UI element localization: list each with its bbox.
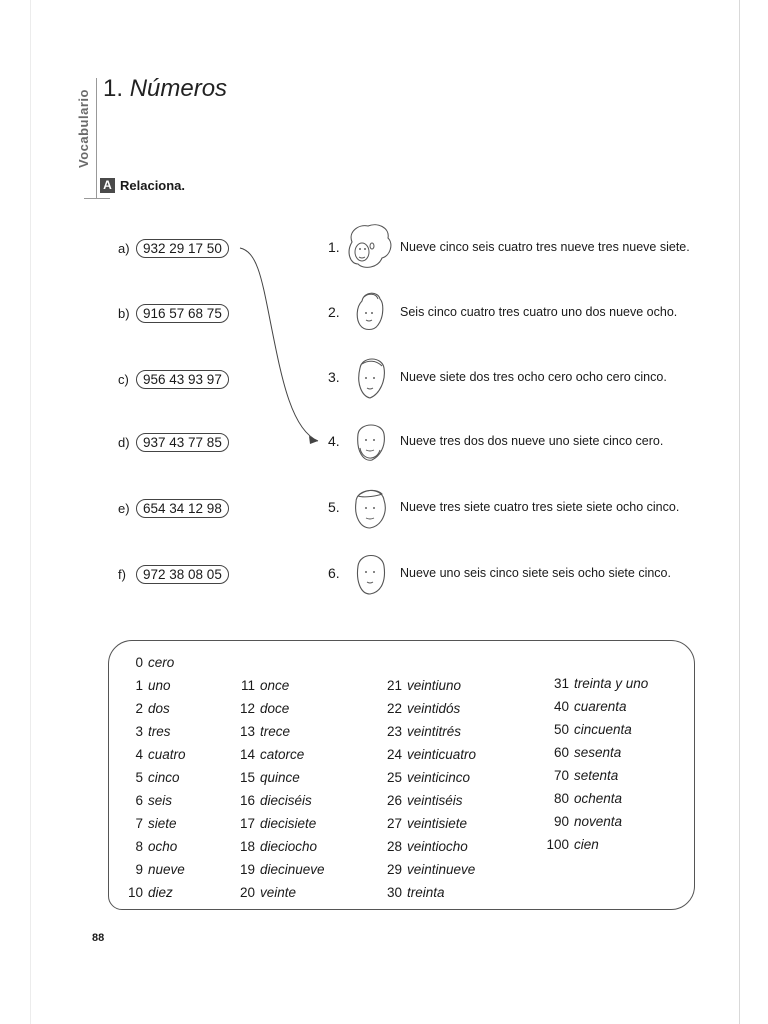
list-item: 50 cincuenta: [553, 722, 632, 737]
phone-item: [118, 369, 229, 389]
spoken-item: [328, 548, 671, 598]
bearded-man-face-icon: [342, 416, 396, 466]
spoken-number: 1.: [328, 239, 340, 255]
list-item: 70 setenta: [553, 768, 619, 783]
list-item: 3 tres: [135, 724, 171, 739]
list-item: 31 treinta y uno: [553, 676, 649, 691]
phone-item: [118, 432, 229, 452]
list-item: 0 cero: [135, 655, 175, 670]
list-item: 5 cinco: [135, 770, 180, 785]
list-item: 17 diecisiete: [239, 816, 317, 831]
list-item: 22 veintidós: [386, 701, 461, 716]
spoken-text: Nueve uno seis cinco siete seis ocho siete cinco.: [400, 566, 671, 580]
phone-item: [118, 564, 229, 584]
list-item: 11 once: [240, 678, 290, 693]
phone-letter: c): [118, 371, 129, 387]
list-item: 16 dieciséis: [239, 793, 312, 808]
phone-item: [118, 303, 229, 323]
list-item: 1 uno: [135, 678, 171, 693]
list-item: 6 seis: [135, 793, 173, 808]
list-item: 19 diecinueve: [239, 862, 325, 877]
woman-face-icon: [342, 482, 396, 532]
curly-hair-face-icon: [342, 222, 396, 272]
phone-number[interactable]: 932 29 17 50: [136, 239, 229, 258]
bald-man-face-icon: [342, 548, 396, 598]
list-item: 10 diez: [127, 885, 173, 900]
section-label: Vocabulario: [76, 89, 91, 168]
phone-item: [118, 498, 229, 518]
list-item: 18 dieciocho: [239, 839, 318, 854]
phone-number[interactable]: 972 38 08 05: [136, 565, 229, 584]
spoken-number: 3.: [328, 369, 340, 385]
spoken-number: 6.: [328, 565, 340, 581]
page-number: 88: [92, 932, 105, 944]
spoken-item: [328, 482, 679, 532]
spoken-text: Nueve tres dos dos nueve uno siete cinco cero.: [400, 434, 664, 448]
phone-letter: e): [118, 500, 130, 516]
list-item: 28 veintiocho: [386, 839, 468, 854]
list-item: 60 sesenta: [553, 745, 622, 760]
list-item: 30 treinta: [386, 885, 445, 900]
phone-item: [118, 238, 229, 258]
spoken-number: 5.: [328, 499, 340, 515]
spoken-text: Nueve siete dos tres ocho cero ocho cero cinco.: [400, 370, 667, 384]
list-item: 27 veintisiete: [386, 816, 468, 831]
title-number: 1.: [103, 75, 124, 102]
phone-letter: b): [118, 305, 130, 321]
title-text: Números: [129, 75, 228, 102]
list-item: 80 ochenta: [553, 791, 623, 806]
phone-letter: d): [118, 434, 130, 450]
phone-letter: a): [118, 240, 130, 256]
man-face-icon: [342, 352, 396, 402]
phone-number[interactable]: 956 43 93 97: [136, 370, 229, 389]
list-item: 8 ocho: [135, 839, 178, 854]
list-item: 4 cuatro: [135, 747, 186, 762]
list-item: 29 veintinueve: [386, 862, 476, 877]
list-item: 26 veintiséis: [386, 793, 463, 808]
boy-face-icon: [342, 287, 396, 337]
list-item: 9 nueve: [135, 862, 185, 877]
list-item: 24 veinticuatro: [386, 747, 477, 762]
list-item: 12 doce: [239, 701, 290, 716]
list-item: 40 cuarenta: [553, 699, 627, 714]
list-item: 100 cien: [546, 837, 599, 852]
spoken-number: 2.: [328, 304, 340, 320]
list-item: 13 trece: [239, 724, 291, 739]
spoken-item: [328, 287, 677, 337]
list-item: 15 quince: [239, 770, 300, 785]
spoken-text: Seis cinco cuatro tres cuatro uno dos nueve ocho.: [400, 305, 678, 319]
spoken-item: [328, 416, 663, 466]
exercise-badge: A: [100, 178, 115, 193]
phone-number[interactable]: 937 43 77 85: [136, 433, 229, 452]
exercise-instruction: Relaciona.: [120, 178, 186, 193]
spoken-text: Nueve cinco seis cuatro tres nueve tres nueve siete.: [400, 240, 690, 254]
list-item: 2 dos: [135, 701, 170, 716]
header-divider: [96, 78, 97, 198]
list-item: 21 veintiuno: [386, 678, 462, 693]
phone-number[interactable]: 654 34 12 98: [136, 499, 229, 518]
phone-number[interactable]: 916 57 68 75: [136, 304, 229, 323]
spoken-number: 4.: [328, 433, 340, 449]
page-title: [103, 75, 227, 103]
list-item: 14 catorce: [239, 747, 305, 762]
spoken-item: [328, 222, 690, 272]
list-item: 90 noventa: [553, 814, 623, 829]
phone-letter: f): [118, 566, 126, 582]
list-item: 7 siete: [135, 816, 177, 831]
vocabulary-box: [108, 640, 695, 910]
instruction-rule: [84, 198, 110, 199]
spoken-text: Nueve tres siete cuatro tres siete siete ocho cinco.: [400, 500, 680, 514]
spoken-item: [328, 352, 667, 402]
list-item: 23 veintitrés: [386, 724, 462, 739]
list-item: 25 veinticinco: [386, 770, 471, 785]
list-item: 20 veinte: [239, 885, 297, 900]
